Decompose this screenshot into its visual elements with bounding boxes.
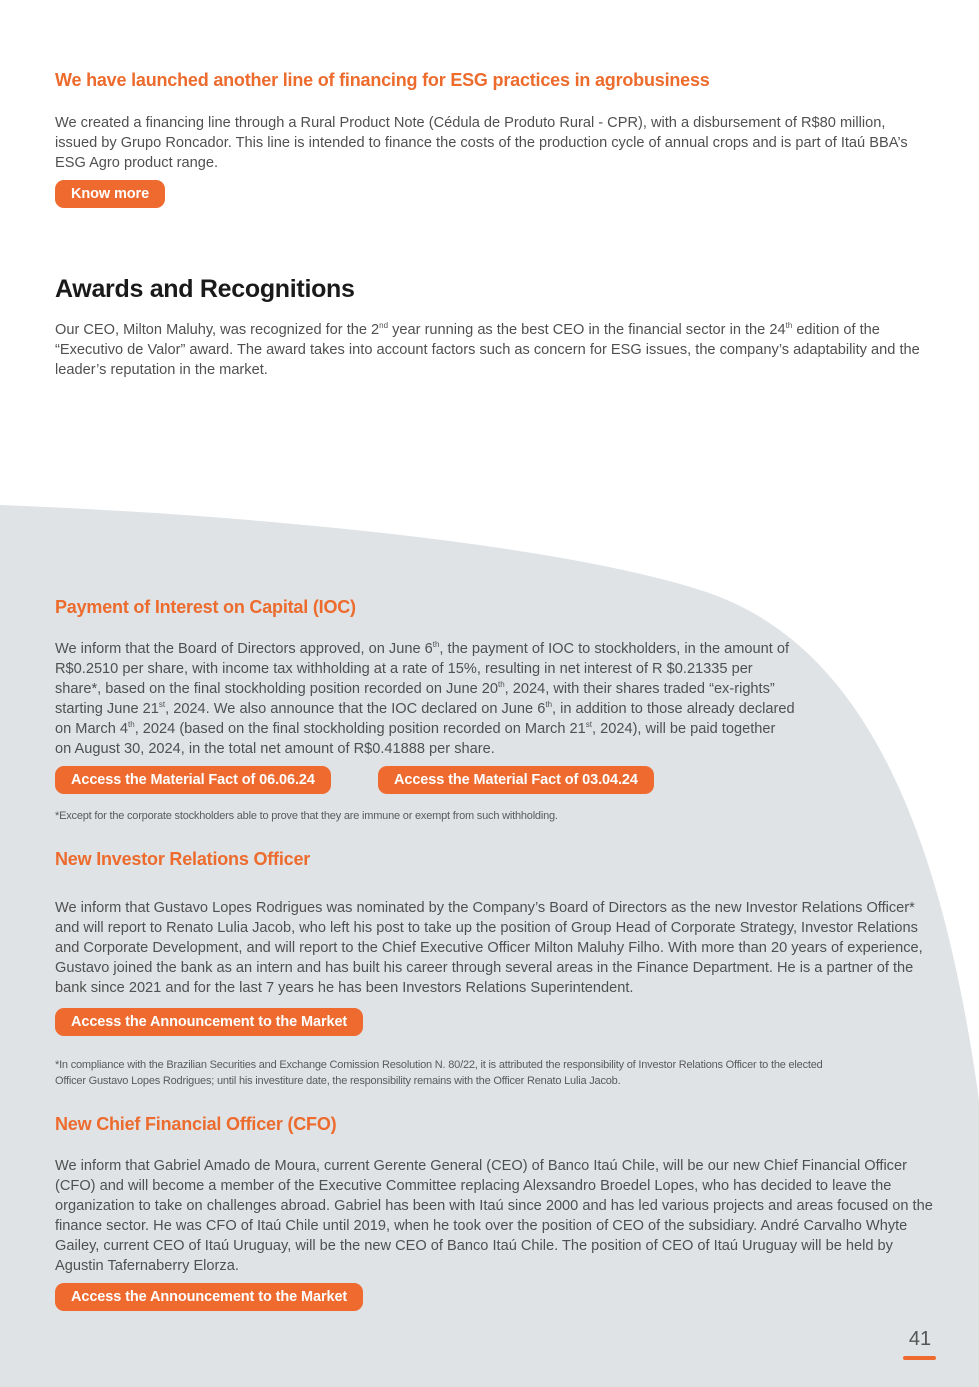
material-fact-030424-button[interactable]: Access the Material Fact of 03.04.24	[378, 766, 654, 794]
awards-body: Our CEO, Milton Maluhy, was recognized for the 2nd year running as the best CEO in the financial sector in the 24th edition of the “Executivo de Valor” award. The award takes into account factors such as concern for ESG issues, the company’s adaptability and the leader’s reputation in the market.	[55, 321, 920, 378]
cfo-announcement-button[interactable]: Access the Announcement to the Market	[55, 1283, 363, 1311]
esg-body: We created a financing line through a Rural Product Note (Cédula de Produto Rural - CPR), with a disbursement of R$80 million, issued by Grupo Roncador. This line is intended to finance the costs of the production cycle of annual crops and is part of Itaú BBA’s ESG Agro product range.	[55, 115, 908, 171]
cfo-title: New Chief Financial Officer (CFO)	[55, 1114, 337, 1134]
know-more-button[interactable]: Know more	[55, 180, 165, 208]
iro-body: We inform that Gustavo Lopes Rodrigues was nominated by the Company’s Board of Directors as the new Investor Relations Officer* and will report to Renato Lulia Jacob, who left his post to take up the position of Group Head of Corporate Strategy, Investor Relations and Corporate Development, and will report to the Chief Executive Officer Milton Maluhy Filho. With more than 20 years of experience, Gustavo joined the bank as an intern and has built his career through several areas in the Finance Department. He is a partner of the bank since 2021 and for the last 7 years he has been Investors Relations Superintendent.	[55, 900, 923, 996]
esg-title: We have launched another line of financing for ESG practices in agrobusiness	[55, 70, 710, 90]
cfo-body: We inform that Gabriel Amado de Moura, current Gerente General (CEO) of Banco Itaú Chile, will be our new Chief Financial Officer (CFO) and will become a member of the Executive Committee replacing Alexsandro Broedel Lopes, who has decided to leave the organization to take on challenges abroad. Gabriel has been with Itaú since 2000 and has led various projects and areas focused on the finance sector. He was CFO of Itaú Chile until 2019, when he took over the position of CEO of the subsidiary. André Carvalho Whyte Gailey, current CEO of Itaú Uruguay, will be the new CEO of Banco Itaú Chile. The position of CEO of Itaú Uruguay will be held by Agustin Tafernaberry Elorza.	[55, 1158, 933, 1274]
material-fact-060624-button[interactable]: Access the Material Fact of 06.06.24	[55, 766, 331, 794]
awards-title: Awards and Recognitions	[55, 275, 355, 303]
ioc-body: We inform that the Board of Directors approved, on June 6th, the payment of IOC to stockholders, in the amount of R$0.2510 per share, with income tax withholding at a rate of 15%, resulting in net interest of R $0.21335 per share*, based on the final stockholding position recorded on June 20th, 2024, with their shares traded “ex-rights” starting June 21st, 2024. We also announce that the IOC declared on June 6th, in addition to those already declared on March 4th, 2024 (based on the final stockholding position recorded on March 21st, 2024), will be paid together on August 30, 2024, in the total net amount of R$0.41888 per share.	[55, 640, 795, 757]
ioc-title: Payment of Interest on Capital (IOC)	[55, 597, 356, 617]
page-number-underline	[903, 1356, 936, 1360]
iro-footnote: *In compliance with the Brazilian Securities and Exchange Comission Resolution N. 80/22, it is attributed the responsibility of Investor Relations Officer to the elected Officer Gustavo Lopes Rodrigues; until his investiture date, the responsibility remains with the Officer Renato Lulia Jacob.	[55, 1059, 823, 1087]
iro-title: New Investor Relations Officer	[55, 849, 311, 869]
iro-announcement-button[interactable]: Access the Announcement to the Market	[55, 1008, 363, 1036]
page-number: 41	[908, 1328, 932, 1350]
ioc-footnote: *Except for the corporate stockholders able to prove that they are immune or exempt from such withholding.	[55, 810, 558, 822]
